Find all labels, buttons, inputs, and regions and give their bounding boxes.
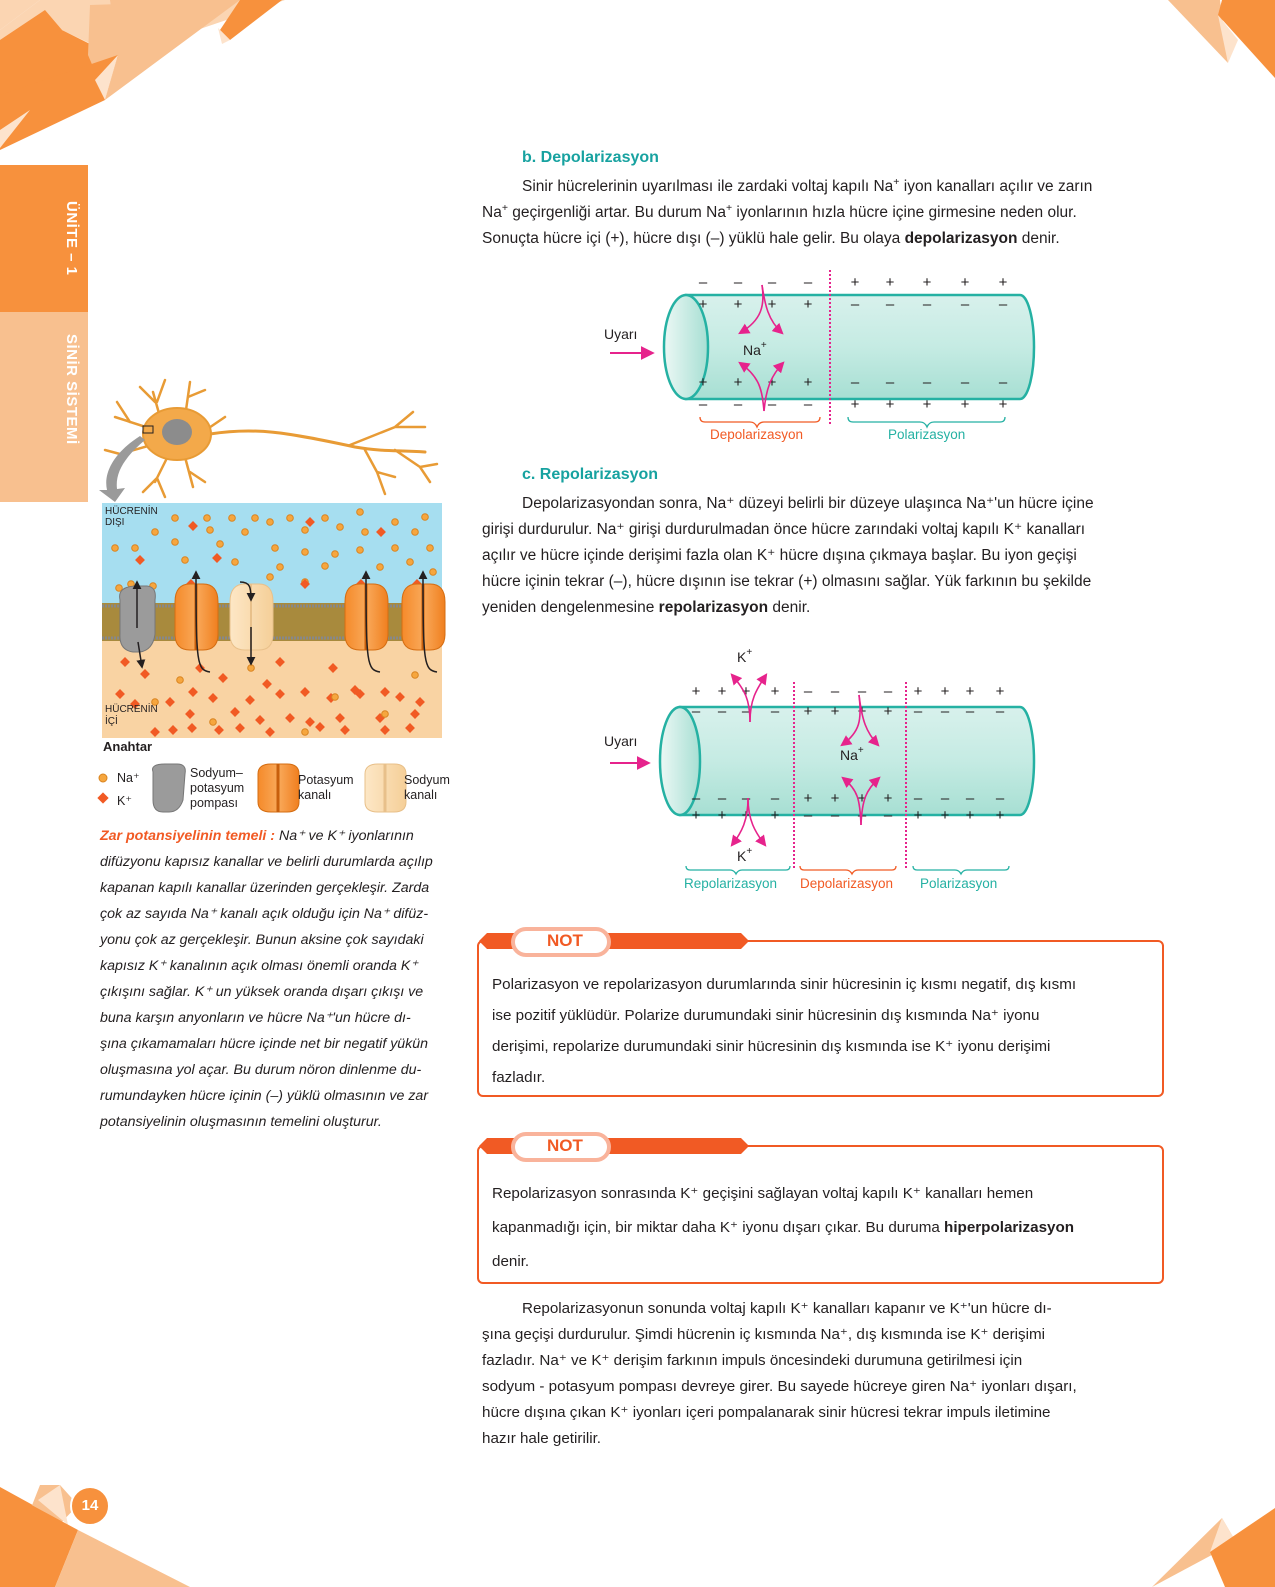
stimulus-label: Uyarı <box>604 326 638 342</box>
inside-label-line-2: İÇİ <box>105 716 118 727</box>
outside-label-line-2: DIŞI <box>105 517 125 528</box>
na-ion <box>172 515 179 522</box>
na-ion <box>322 563 329 570</box>
charge-plus: + <box>883 790 893 807</box>
charge-minus: – <box>767 274 777 291</box>
na-ion <box>152 529 159 536</box>
charge-minus: – <box>733 396 743 413</box>
section-c-paragraph <box>482 491 1150 621</box>
region-label-polarization: Polarizasyon <box>920 876 998 891</box>
legend-k-channel-label: Potasyum kanalı <box>298 773 354 802</box>
charge-plus: + <box>913 807 923 824</box>
na-ion <box>302 729 309 736</box>
charge-plus: + <box>922 396 932 413</box>
na-ion <box>422 514 429 521</box>
polarization-brace <box>913 866 1009 874</box>
repolarization-diagram <box>590 640 1050 895</box>
charge-plus: + <box>857 703 867 720</box>
na-ion <box>132 545 139 552</box>
depolarization-diagram <box>590 265 1050 450</box>
legend-pump-label: Sodyum– potasyum pompası <box>190 766 245 810</box>
page-number: 14 <box>70 1486 110 1526</box>
charge-minus: – <box>741 703 751 720</box>
charge-minus: – <box>885 374 895 391</box>
zoom-arrow <box>99 436 145 502</box>
membrane-potential-caption: Zar potansiyelinin temeli : Na⁺ ve K⁺ iyonlarının difüzyonu kapısız kanallar ve belirli durumlarda açılıp kapanan kapılı kanallar üzerinden gerçekleşir. Zarda çok az sayıda Na⁺ kanalı açık olduğu için Na⁺ difüz- yonu çok az gerçekleşir. Bunun aksine çok sayıdaki kapısız K⁺ kanalının açık olması önemli oranda K⁺ çıkışını sağlar. K⁺ un yüksek oranda dışarı çıkışı ve buna karşın anyonların ve hücre Na⁺'un hücre dı- şına çıkamamaları hücre içinde net bir negatif yükün oluşmasına yol açar. Bu durum nöron dinlenme du- rumundayken hücre içinin (–) yüklü olmasının ve zar potansiyelinin oluşmasının temelini oluşturur. <box>100 828 433 1130</box>
section-b-line-3: Sonuçta hücre içi (+), hücre dışı (–) yüklü hale gelir. Bu olaya depolarizasyon denir. <box>482 230 1060 247</box>
charge-plus: + <box>830 703 840 720</box>
note-tab-2 <box>479 1132 751 1162</box>
na-ion <box>332 694 339 701</box>
region-label-depolarization: Depolarizasyon <box>710 427 804 442</box>
charge-minus: – <box>960 296 970 313</box>
na-ion-icon <box>99 774 107 782</box>
na-ion <box>322 515 329 522</box>
na-ion <box>248 665 255 672</box>
section-c-line: girişi durdurulur. Na⁺ girişi durdurulmadan önce hücre zarındaki voltaj kapılı K⁺ kanalları <box>482 521 1086 538</box>
note-tab-1 <box>479 927 751 957</box>
na-ion <box>412 672 419 679</box>
section-b-line-1: Sinir hücrelerinin uyarılması ile zardaki voltaj kapılı Na+ iyon kanalları açılır ve zarın <box>522 175 1093 195</box>
charge-minus: – <box>691 790 701 807</box>
charge-plus: + <box>698 374 708 391</box>
charge-minus: – <box>770 703 780 720</box>
na-ion <box>207 527 214 534</box>
charge-plus: + <box>940 683 950 700</box>
k-ion-label: K+ <box>737 647 753 665</box>
charge-minus: – <box>691 703 701 720</box>
na-ion <box>357 509 364 516</box>
k-ion-icon <box>97 792 108 803</box>
charge-plus: + <box>965 683 975 700</box>
charge-minus: – <box>883 807 893 824</box>
charge-plus: + <box>995 683 1005 700</box>
unit-tab <box>0 165 88 312</box>
na-ion <box>204 515 211 522</box>
charge-plus: + <box>998 396 1008 413</box>
charge-plus: + <box>803 790 813 807</box>
charge-minus: – <box>965 703 975 720</box>
charge-plus: + <box>913 683 923 700</box>
na-ion <box>357 547 364 554</box>
note-2-label: NOT <box>547 1136 583 1155</box>
region-label-polarization: Polarizasyon <box>888 427 966 442</box>
depolarization-brace <box>700 417 820 427</box>
charge-minus: – <box>922 374 932 391</box>
na-ion <box>272 545 279 552</box>
charge-plus: + <box>717 807 727 824</box>
charge-minus: – <box>717 790 727 807</box>
na-ion <box>277 564 284 571</box>
na-ion <box>392 545 399 552</box>
legend-title: Anahtar <box>103 739 153 754</box>
region-label-depolarization: Depolarizasyon <box>800 876 894 891</box>
charge-minus: – <box>850 374 860 391</box>
na-ion-label: Na+ <box>743 340 767 358</box>
charge-minus: – <box>770 790 780 807</box>
k-ion-label: K+ <box>737 846 753 864</box>
charge-plus: + <box>883 703 893 720</box>
na-ion <box>427 545 434 552</box>
charge-plus: + <box>960 274 970 291</box>
charge-minus: – <box>940 790 950 807</box>
charge-minus: – <box>883 683 893 700</box>
na-ion <box>217 541 224 548</box>
stimulus-label: Uyarı <box>604 733 638 749</box>
note-1-label: NOT <box>547 931 583 950</box>
neuron-nucleus <box>162 419 192 445</box>
charge-plus: + <box>733 374 743 391</box>
na-ion <box>407 559 414 566</box>
term-repolarizasyon: repolarizasyon <box>658 599 769 616</box>
na-ion <box>377 564 384 571</box>
na-ion <box>252 515 259 522</box>
charge-plus: + <box>767 296 777 313</box>
charge-plus: + <box>885 396 895 413</box>
charge-plus: + <box>965 807 975 824</box>
pump-icon <box>153 764 186 812</box>
unit-label: ÜNİTE – 1 <box>63 201 80 276</box>
na-ion <box>430 569 437 576</box>
na-ion <box>337 524 344 531</box>
outside-label-line-1: HÜCRENİN <box>105 506 158 517</box>
note-1-text: Polarizasyon ve repolarizasyon durumlarında sinir hücresinin iç kısmı negatif, dış kısmı ise pozitif yüklüdür. Polarize durumundaki sinir hücresinin dış kısmında Na⁺ iyonu derişimi, repolarize durumundaki sinir hücresinin dış kısmında ise K⁺ iyonu derişimi fazladır. <box>492 976 1077 1086</box>
legend-k-label: K⁺ <box>117 794 132 808</box>
section-b-title: b. Depolarizasyon <box>522 149 659 166</box>
na-ion <box>332 551 339 558</box>
charge-plus: + <box>830 790 840 807</box>
topic-label: SİNİR SİSTEMİ <box>63 334 80 445</box>
charge-plus: + <box>770 683 780 700</box>
charge-minus: – <box>803 396 813 413</box>
charge-minus: – <box>741 790 751 807</box>
charge-minus: – <box>995 790 1005 807</box>
charge-plus: + <box>767 374 777 391</box>
term-hiperpolarizasyon: hiperpolarizasyon <box>944 1219 1075 1236</box>
legend-na-channel-label: Sodyum kanalı <box>404 773 450 802</box>
section-c-line: hücre içinin tekrar (–), hücre dışının ise tekrar (+) olmasını sağlar. Yük farkının bu şekilde <box>482 573 1092 590</box>
na-ion <box>229 515 236 522</box>
charge-minus: – <box>717 703 727 720</box>
section-b-line-2: Na+ geçirgenliği artar. Bu durum Na+ iyonlarının hızla hücre içine girmesine neden olur. <box>482 201 1077 221</box>
charge-plus: + <box>885 274 895 291</box>
charge-minus: – <box>830 683 840 700</box>
charge-plus: + <box>998 274 1008 291</box>
charge-plus: + <box>733 296 743 313</box>
na-ion <box>232 559 239 566</box>
legend-na-label: Na⁺ <box>117 771 140 785</box>
charge-plus: + <box>857 790 867 807</box>
na-ion <box>210 719 217 726</box>
na-ion-label: Na+ <box>840 745 864 763</box>
closing-paragraph: Repolarizasyonun sonunda voltaj kapılı K⁺ kanalları kapanır ve K⁺'un hücre dı- şına geçişi durdurulur. Şimdi hücrenin iç kısmında Na⁺, dış kısmında ise K⁺ derişimi fazladır. Na⁺ ve K⁺ derişim farkının impuls öncesindeki durumuna getirilmesi için sodyum - potasyum pompası devreye girer. Bu sayede hücreye giren Na⁺ iyonları dışarı, hücre dışına çıkan K⁺ iyonları içeri pompalanarak sinir hücresi tekrar impuls iletimine hazır hale getirilir. <box>482 1300 1077 1447</box>
charge-minus: – <box>698 396 708 413</box>
charge-minus: – <box>913 790 923 807</box>
caption-lead: Zar potansiyelinin temeli : <box>100 828 276 844</box>
charge-plus: + <box>960 396 970 413</box>
na-ion <box>362 529 369 536</box>
charge-minus: – <box>965 790 975 807</box>
charge-plus: + <box>741 683 751 700</box>
charge-minus: – <box>803 807 813 824</box>
note-2-text: Repolarizasyon sonrasında K⁺ geçişini sağlayan voltaj kapılı K⁺ kanalları hemen kapanmadığı için, bir miktar daha K⁺ iyonu dışarı çıkar. Bu duruma hiperpolarizasyon denir. <box>492 1185 1075 1270</box>
charge-plus: + <box>803 703 813 720</box>
charge-minus: – <box>922 296 932 313</box>
charge-minus: – <box>998 296 1008 313</box>
charge-minus: – <box>995 703 1005 720</box>
charge-plus: + <box>698 296 708 313</box>
na-ion <box>242 529 249 536</box>
section-c-line: Depolarizasyondan sonra, Na⁺ düzeyi belirli bir düzeye ulaşınca Na⁺'un hücre içine <box>522 495 1094 512</box>
topic-tab <box>0 312 88 502</box>
charge-minus: – <box>830 807 840 824</box>
na-ion <box>177 677 184 684</box>
na-ion <box>267 574 274 581</box>
charge-minus: – <box>857 683 867 700</box>
charge-minus: – <box>767 396 777 413</box>
na-ion <box>392 519 399 526</box>
section-c-line: yeniden dengelenmesine repolarizasyon denir. <box>482 599 811 616</box>
charge-plus: + <box>717 683 727 700</box>
charge-plus: + <box>850 396 860 413</box>
charge-minus: – <box>698 274 708 291</box>
charge-minus: – <box>803 683 813 700</box>
charge-plus: + <box>995 807 1005 824</box>
charge-plus: + <box>940 807 950 824</box>
charge-minus: – <box>960 374 970 391</box>
charge-plus: + <box>803 296 813 313</box>
na-ion <box>302 549 309 556</box>
charge-plus: + <box>691 807 701 824</box>
charge-plus: + <box>691 683 701 700</box>
section-c-title: c. Repolarizasyon <box>522 466 659 483</box>
charge-minus: – <box>913 703 923 720</box>
na-ion <box>112 545 119 552</box>
na-ion <box>302 527 309 534</box>
na-ion <box>287 515 294 522</box>
charge-plus: + <box>770 807 780 824</box>
charge-minus: – <box>803 274 813 291</box>
depolarization-brace <box>800 866 896 874</box>
charge-plus: + <box>803 374 813 391</box>
section-b-paragraph <box>482 174 1150 252</box>
na-ion <box>267 519 274 526</box>
intracellular-space <box>102 641 442 738</box>
charge-minus: – <box>940 703 950 720</box>
neuron-membrane-figure <box>95 372 455 742</box>
charge-minus: – <box>885 296 895 313</box>
charge-plus: + <box>850 274 860 291</box>
repolarization-brace <box>686 866 790 874</box>
charge-plus: + <box>741 807 751 824</box>
polarization-brace <box>848 417 1005 427</box>
na-ion <box>412 529 419 536</box>
charge-minus: – <box>857 807 867 824</box>
charge-plus: + <box>922 274 932 291</box>
charge-minus: – <box>733 274 743 291</box>
charge-minus: – <box>850 296 860 313</box>
inside-label-line-1: HÜCRENİN <box>105 704 158 715</box>
charge-minus: – <box>998 374 1008 391</box>
na-ion <box>182 557 189 564</box>
na-ion <box>172 539 179 546</box>
na-ion <box>382 711 389 718</box>
term-depolarizasyon: depolarizasyon <box>904 230 1018 247</box>
section-c-line: açılır ve hücre içinde derişimi fazla olan K⁺ hücre dışına çıkmaya başlar. Bu iyon geçişi <box>482 547 1077 564</box>
region-label-repolarization: Repolarizasyon <box>684 876 778 891</box>
